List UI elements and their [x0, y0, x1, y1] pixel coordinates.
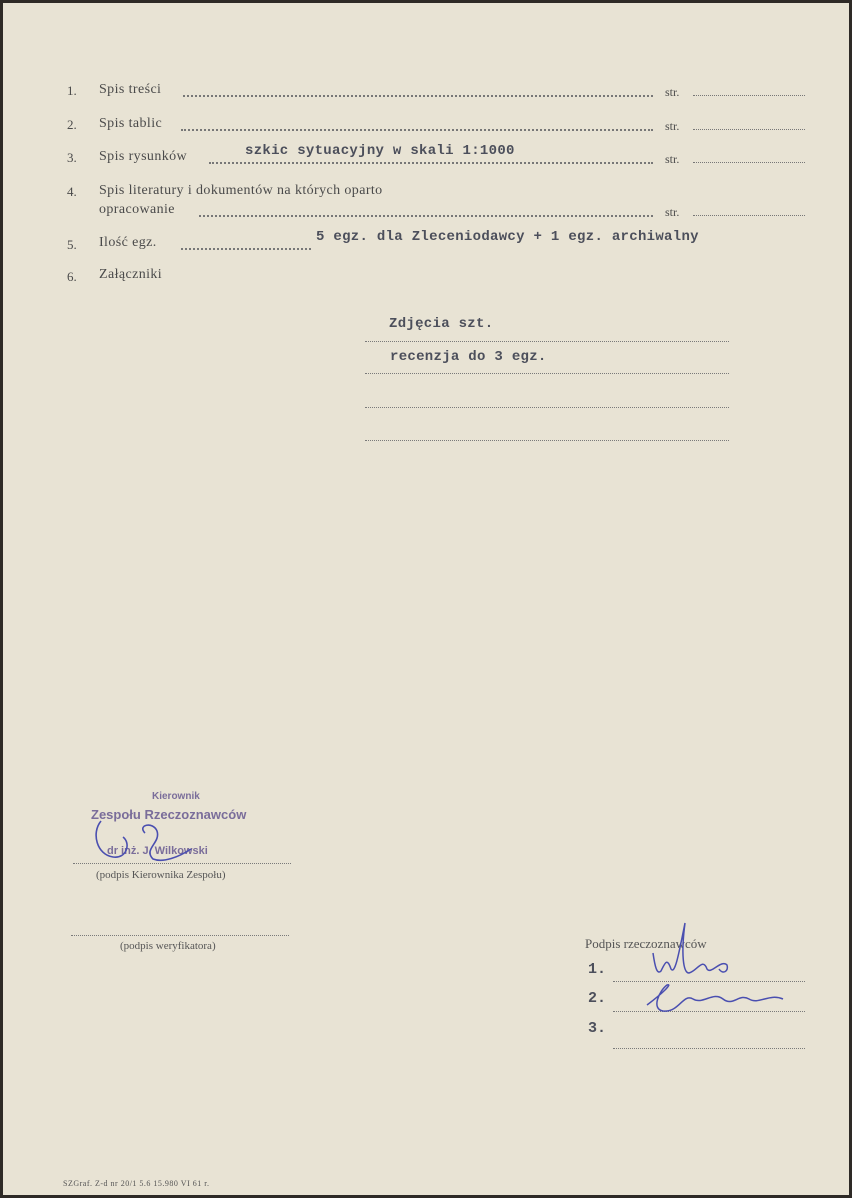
caption-rzeczoznawcy: Podpis rzeczoznawców: [585, 936, 707, 951]
page-ref-label: str.: [665, 85, 680, 99]
typed-recenzja: recenzja do 3 egz.: [390, 349, 547, 365]
stamp-team: Zespołu Rzeczoznawców: [91, 807, 247, 822]
attachment-line: [365, 341, 729, 342]
typed-zdjecia: Zdjęcia szt.: [389, 316, 494, 332]
toc-label-zalaczniki: Załączniki: [99, 267, 163, 282]
toc-label-ilosc-egz: Ilość egz.: [99, 235, 157, 250]
page-ref-label: str.: [665, 119, 680, 133]
leader-dots: [181, 248, 311, 250]
signature-line-kierownik: [73, 863, 291, 864]
toc-number: 6.: [67, 269, 77, 284]
leader-dots: [199, 215, 653, 217]
toc-label-spis-tablic: Spis tablic: [99, 116, 163, 131]
signer-number: 1.: [588, 961, 607, 978]
caption-kierownik: (podpis Kierownika Zespołu): [96, 869, 226, 881]
stamp-name: dr inż. J. Wilkowski: [107, 845, 208, 857]
rzeczoznawca-signature-icon: [623, 913, 803, 1033]
signature-line-weryfikator: [71, 935, 289, 936]
toc-number: 5.: [67, 237, 77, 252]
page-ref-field: [693, 162, 805, 163]
signer-number: 2.: [588, 990, 607, 1007]
page-ref-field: [693, 129, 805, 130]
leader-dots: [183, 95, 653, 97]
toc-number: 2.: [67, 117, 77, 132]
toc-label-spis-rysunkow: Spis rysunków: [99, 149, 188, 164]
toc-label-opracowanie: opracowanie: [99, 202, 175, 217]
signer-number: 3.: [588, 1020, 607, 1037]
toc-number: 4.: [67, 184, 77, 199]
signer-line: [613, 1048, 805, 1049]
toc-number: 1.: [67, 83, 77, 98]
page-ref-label: str.: [665, 152, 680, 166]
stamp-title: Kierownik: [152, 791, 200, 802]
page-ref-label: str.: [665, 205, 680, 219]
toc-number: 3.: [67, 150, 77, 165]
toc-label-spis-tresci: Spis treści: [99, 82, 162, 97]
toc-label-spis-literatury: Spis literatury i dokumentów na których oparto: [99, 183, 383, 198]
attachment-line: [365, 373, 729, 374]
leader-dots: [209, 162, 653, 164]
attachment-line: [365, 407, 729, 408]
page-ref-field: [693, 95, 805, 96]
print-footer: SZGraf. Z-d nr 20/1 5.6 15.980 VI 61 r.: [63, 1179, 210, 1188]
page-ref-field: [693, 215, 805, 216]
attachment-line: [365, 440, 729, 441]
caption-weryfikator: (podpis weryfikatora): [120, 940, 216, 952]
typed-rysunki: szkic sytuacyjny w skali 1:1000: [245, 143, 515, 159]
leader-dots: [181, 129, 653, 131]
typed-ilosc: 5 egz. dla Zleceniodawcy + 1 egz. archiwalny: [316, 229, 699, 245]
